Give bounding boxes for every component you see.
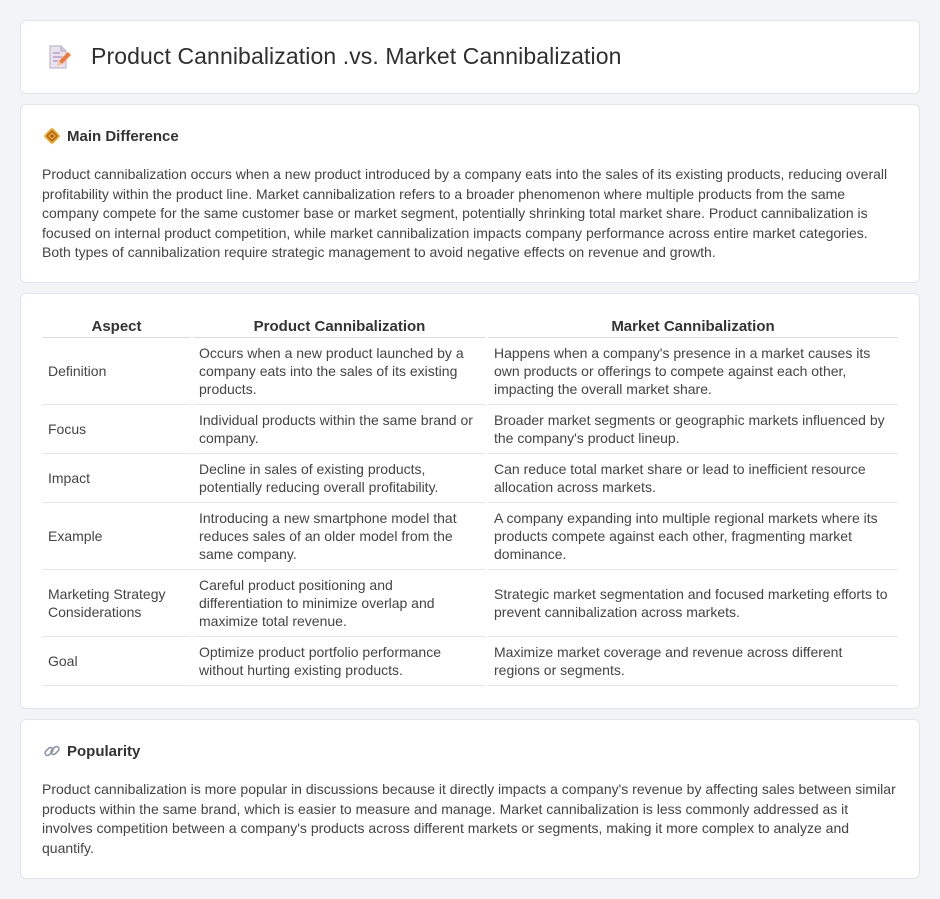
popularity-title: Popularity xyxy=(67,742,141,760)
main-difference-title: Main Difference xyxy=(67,127,179,145)
title-card xyxy=(20,20,920,94)
document-pencil-icon xyxy=(45,44,71,70)
popularity-text: Product cannibalization is more popular in discussions because it directly impacts a company's revenue by affecting sales between similar products within the same brand, which is easier to measure and manage. Market cannibalization is less commonly addressed as it involves competition between a company's products across different markets or segments, making it more complex to analyze and quantify. xyxy=(42,781,896,856)
diamond-sign-icon xyxy=(43,127,61,145)
product-cell: Occurs when a new product launched by a company eats into the sales of its existing products. xyxy=(192,338,487,405)
table-header-row xyxy=(42,314,898,338)
comparison-card xyxy=(20,293,920,709)
aspect-cell: Impact xyxy=(42,454,192,503)
aspect-cell: Marketing Strategy Considerations xyxy=(42,570,192,637)
table-row xyxy=(42,570,898,637)
market-cell: Maximize market coverage and revenue across different regions or segments. xyxy=(487,637,898,686)
main-difference-header xyxy=(43,127,179,145)
aspect-cell: Goal xyxy=(42,637,192,686)
table-row xyxy=(42,338,898,405)
market-cell: Broader market segments or geographic markets influenced by the company's product lineup. xyxy=(487,405,898,454)
popularity-header xyxy=(43,742,140,760)
table-row xyxy=(42,637,898,686)
product-cell: Decline in sales of existing products, potentially reducing overall profitability. xyxy=(192,454,487,503)
market-cell: Can reduce total market share or lead to inefficient resource allocation across markets. xyxy=(487,454,898,503)
table-row xyxy=(42,405,898,454)
aspect-cell: Focus xyxy=(42,405,192,454)
product-cell: Optimize product portfolio performance without hurting existing products. xyxy=(192,637,487,686)
market-cell: A company expanding into multiple regional markets where its products compete against each other, fragmenting market dominance. xyxy=(487,503,898,570)
page-title: Product Cannibalization .vs. Market Cannibalization xyxy=(91,43,622,69)
popularity-card xyxy=(20,719,920,879)
market-cell: Strategic market segmentation and focused marketing efforts to prevent cannibalization across markets. xyxy=(487,570,898,637)
aspect-cell: Example xyxy=(42,503,192,570)
header-aspect: Aspect xyxy=(42,314,192,338)
title-row xyxy=(45,43,622,70)
comparison-table xyxy=(42,314,898,686)
product-cell: Careful product positioning and differentiation to minimize overlap and maximize total revenue. xyxy=(192,570,487,637)
main-difference-card xyxy=(20,104,920,283)
table-row xyxy=(42,454,898,503)
main-difference-text: Product cannibalization occurs when a new product introduced by a company eats into the sales of its existing products, reducing overall profitability within the product line. Market cannibalization refers to a broader phenomenon where multiple products from the same company compete for the same customer base or market segment, potentially shrinking total market share. Product cannibalization is focused on internal product competition, while market cannibalization impacts company performance across entire market categories. Both types of cannibalization require strategic management to avoid negative effects on revenue and growth. xyxy=(42,166,888,261)
header-market-cannibalization: Market Cannibalization xyxy=(487,314,898,338)
product-cell: Introducing a new smartphone model that reduces sales of an older model from the same company. xyxy=(192,503,487,570)
table-row xyxy=(42,503,898,570)
aspect-cell: Definition xyxy=(42,338,192,405)
product-cell: Individual products within the same brand or company. xyxy=(192,405,487,454)
header-product-cannibalization: Product Cannibalization xyxy=(192,314,487,338)
link-icon xyxy=(43,742,61,760)
market-cell: Happens when a company's presence in a market causes its own products or offerings to compete against each other, impacting the overall market share. xyxy=(487,338,898,405)
